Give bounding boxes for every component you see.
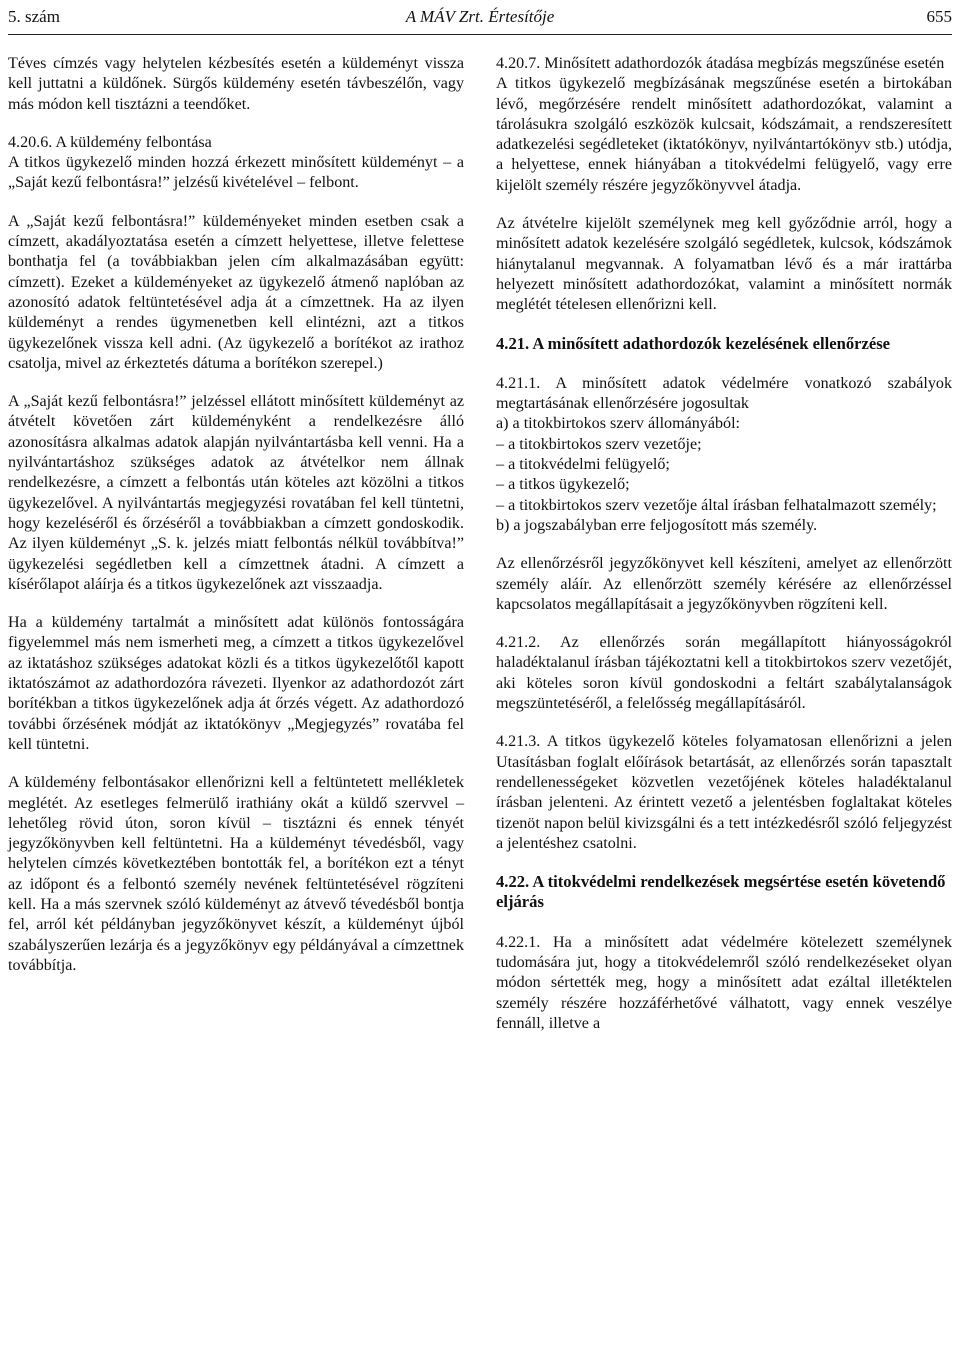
paragraph-inspection-report: Az ellenőrzésről jegyzőkönyvet kell készíteni, amelyet az ellenőrzött személy aláír. Az ellenőrzött személy kérésére az ellenőrzéssel kapcsolatos megállapításait a jegyzőkönyvben rögzíteni kell. (496, 555, 952, 613)
section-4-21-2: 4.21.2. Az ellenőrzés során megállapított hiányosságokról haladéktalanul írásban tájékoztatni kell a titokbirtokos szerv vezetőjét, aki köteles soron kívül gondoskodni a feltárt szabálytalanságok megszüntetéséről, a felelősség megállapításáról. (496, 634, 952, 713)
section-4-22-1: 4.22.1. Ha a minősített adat védelmére kötelezett személynek tudomására jut, hogy a titokvédelemről szóló rendelkezéseket olyan módon sértették meg, hogy a minősített adat ezáltal illetéktelen személy részére hozzáférhetővé válhatott, vagy ennek veszélye fennáll, illetve a (496, 933, 952, 1032)
list-item-dash-1: – a titokbirtokos szerv vezetője; (496, 435, 702, 453)
publication-title: A MÁV Zrt. Értesítője (405, 7, 555, 26)
paragraph-misaddressed: Téves címzés vagy helytelen kézbesítés esetén a küldeményt vissza kell juttatni a küldőnek. Sürgős küldemény esetén távbeszélőn, vagy más módon kell tisztázni a teendőket. (8, 55, 464, 113)
paragraph-attachments-check: A küldemény felbontásakor ellenőrizni kell a feltüntetett mellékletek meglétét. Az esetleges felmerülő irathiány okát a küldő szervvel – lehetőleg rövid úton, soron kívül – tisztázni és ennek tényét jegyzőkönyvben kell feltüntetni. Ha a küldeményt tévedésből, vagy helytelen címzés következtében bontották fel, a borítékon ezt a tényt az időpont és a felbontó személy nevének feltüntetésével rögzíteni kell. Ha a más szervnek szóló küldeményt az átvevő tévedésből bontja fel, arról két példányban jegyzőkönyvet készít, a küldeményt újból szabályszerűen lezárja és a jegyzőkönyv egy példányával a címzettnek továbbítja. (8, 774, 464, 974)
left-column (8, 54, 464, 994)
list-item-a: a) a titokbirtokos szerv állományából: (496, 415, 741, 433)
paragraph-handover-check: Az átvételre kijelölt személynek meg kell győződnie arról, hogy a minősített adatok kezelésére szolgáló segédletek, kulcsok, kódszámok hiánytalanul megvannak. A folyamatban lévő és a már irattárba helyezett minősített adathordozókat, valamint a minősített normák meglétét tételesen ellenőrizni kell. (496, 215, 952, 314)
issue-number: 5. szám (8, 7, 60, 26)
list-item-dash-4: – a titokbirtokos szerv vezetője által írásban felhatalmazott személy; (496, 496, 937, 514)
page-number: 655 (926, 7, 952, 26)
section-4-20-6-body: A titkos ügykezelő minden hozzá érkezett minősített küldeményt – a „Saját kezű felbontásra!” jelzésű kivételével – felbont. (8, 154, 464, 192)
heading-4-22: 4.22. A titokvédelmi rendelkezések megsértése esetén követendő eljárás (496, 872, 946, 912)
section-4-21-1: 4.21.1. A minősített adatok védelmére vonatkozó szabályok megtartásának ellenőrzésére jogosultak (496, 374, 952, 413)
section-4-21-3: 4.21.3. A titkos ügykezelő köteles folyamatosan ellenőrizni a jelen Utasításban foglalt előírások betartását, az ellenőrzés során tapasztalt rendellenességeket közvetlen vezetőjének köteles haladéktalanul írásban jelenteni. Az érintett vezető a jelentésben foglaltakat köteles tizenöt napon belül kivizsgálni és a tett intézkedésről szóló feljegyzést a jelentéshez csatolni. (496, 733, 952, 852)
right-column (496, 54, 952, 1034)
list-item-b: b) a jogszabályban erre feljogosított más személy. (496, 516, 818, 534)
paragraph-personal-opening: A „Saját kezű felbontásra!” küldeményeket minden esetben csak a címzett, akadályoztatása esetén a címzett helyettese, illetve felettese bonthatja fel (a továbbiakban jelen cím alkalmazásában együtt: címzett). Ezeket a küldeményeket az ügykezelő átmenő naplóban az azonosító adatok feltüntetésével adja át a címzettnek. Ha az ilyen küldeményt a rendes ügymenetben kell elintézni, azt a titkos ügykezelőnek vissza kell adni. (Az ügykezelő a borítékot az irathoz csatolja, mivel az érkeztetés dátuma a borítékon szerepel.) (8, 212, 464, 372)
section-4-20-7-body: A titkos ügykezelő megbízásának megszűnése esetén a birtokában lévő, megőrzésére rendelt minősített adathordozókat, valamint a tárolásukra szolgáló eszközök kulcsait, kódszámait, a rendszeresített adatkezelési segédleteket (iktatókönyv, nyilvántartókönyv stb.) utódja, a helyettese, ennek hiányában a titokvédelmi felügyelő, vagy erre kijelölt személy részére jegyzőkönyvvel átadja. (496, 75, 952, 194)
section-4-20-6-title: 4.20.6. A küldemény felbontása (8, 133, 212, 151)
page-header (8, 0, 952, 35)
section-4-20-7-title: 4.20.7. Minősített adathordozók átadása megbízás megszűnése esetén (496, 55, 945, 72)
list-item-dash-3: – a titkos ügykezelő; (496, 476, 630, 494)
paragraph-registration: A „Saját kezű felbontásra!” jelzéssel ellátott minősített küldeményt az átvételt követően zárt küldeményként a rendelkezésre álló azonosításra alkalmas adatok alapján nyilvántartásba kell venni. Ha a nyilvántartáshoz szükséges adatok az átvételkor nem állnak rendelkezésre, a címzett a felbontás után köteles azt közölni a titkos ügykezelővel. A nyilvántartás megjegyzési rovatában fel kell tüntetni, hogy kezeléséről és őrzéséről a továbbiakban a címzett gondoskodik. Az ilyen küldeményt „S. k. jelzés miatt felbontás nélkül továbbítva!” ügykezelési segédletben kell a címzettnek átadni. A címzett a kísérőlapot aláírja és a titkos ügykezelőnek azt visszaadja. (8, 393, 464, 593)
heading-4-21: 4.21. A minősített adathordozók kezelésének ellenőrzése (496, 333, 891, 353)
paragraph-special-importance: Ha a küldemény tartalmát a minősített adat különös fontosságára figyelemmel más nem ismerheti meg, a címzett a titkos ügykezelővel az iktatáshoz szükséges adatokat közli és a titkos ügykezelőtől kapott iktatószámot az adathordozóra rávezeti. Ilyenkor az adathordozót zárt borítékban a titkos ügykezelőnek adja át őrzés végett. Az adathordozó további őrzésének módját az iktatókönyv „Megjegyzés” rovatába fel kell tüntetni. (8, 614, 464, 753)
list-item-dash-2: – a titokvédelmi felügyelő; (496, 456, 670, 474)
